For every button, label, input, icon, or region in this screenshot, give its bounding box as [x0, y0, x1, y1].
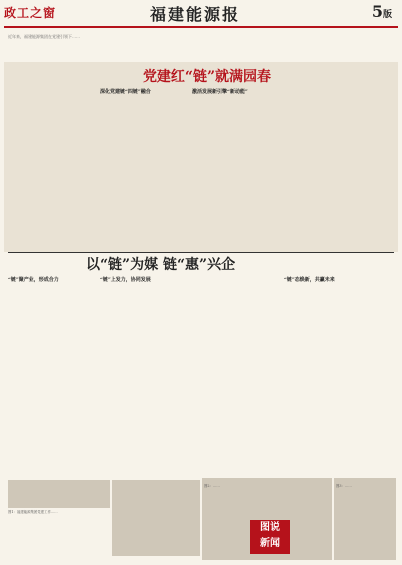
- section-title: 政工之窗: [4, 6, 57, 20]
- news-badge: [250, 520, 290, 554]
- photo-3: [112, 480, 200, 556]
- photo-6: [334, 478, 396, 560]
- divider: [8, 252, 394, 253]
- article2-col1-sub: “链”聚产业，形成合力: [8, 277, 59, 283]
- page-number: [372, 2, 392, 21]
- article1-col2-sub: 深化党建链“四链”融合: [100, 89, 151, 95]
- article2-col1: [8, 276, 94, 476]
- masthead: 福建能源报: [150, 5, 241, 24]
- article2-col3: [192, 276, 278, 476]
- article1-col2: [100, 88, 186, 250]
- news-badge-line2: 新闻: [260, 538, 280, 549]
- article2-col2-sub: “链”上发力，协同发展: [100, 277, 151, 283]
- lead-paragraph: 近年来，福建能源集团在党建引领下……: [8, 34, 80, 39]
- news-badge-line1: 图说: [260, 522, 280, 533]
- headline-2: 以“链”为媒 链“惠”兴企: [86, 257, 236, 273]
- caption-1: 图1：福建能源集团党建工作……: [8, 510, 58, 514]
- article1-col3: [192, 88, 278, 250]
- header-rule: [4, 26, 398, 28]
- article2-col4: [284, 276, 396, 476]
- headline-1: 党建红“链”就满园春: [142, 69, 272, 85]
- page-number-value: 5: [371, 2, 383, 21]
- article2-col4-sub: “链”态焕新，共赢未来: [284, 277, 335, 283]
- page-number-suffix: 版: [382, 10, 392, 20]
- photo-2: [50, 480, 110, 508]
- caption-3: 图3：……: [336, 484, 352, 488]
- article1-col1: [8, 88, 94, 250]
- article1-col4: [284, 88, 396, 250]
- caption-2: 图2：……: [204, 484, 220, 488]
- article2-col2: [100, 276, 186, 476]
- article1-col3-sub: 激活发展新引擎“新动能”: [192, 89, 248, 95]
- photo-1: [8, 480, 52, 508]
